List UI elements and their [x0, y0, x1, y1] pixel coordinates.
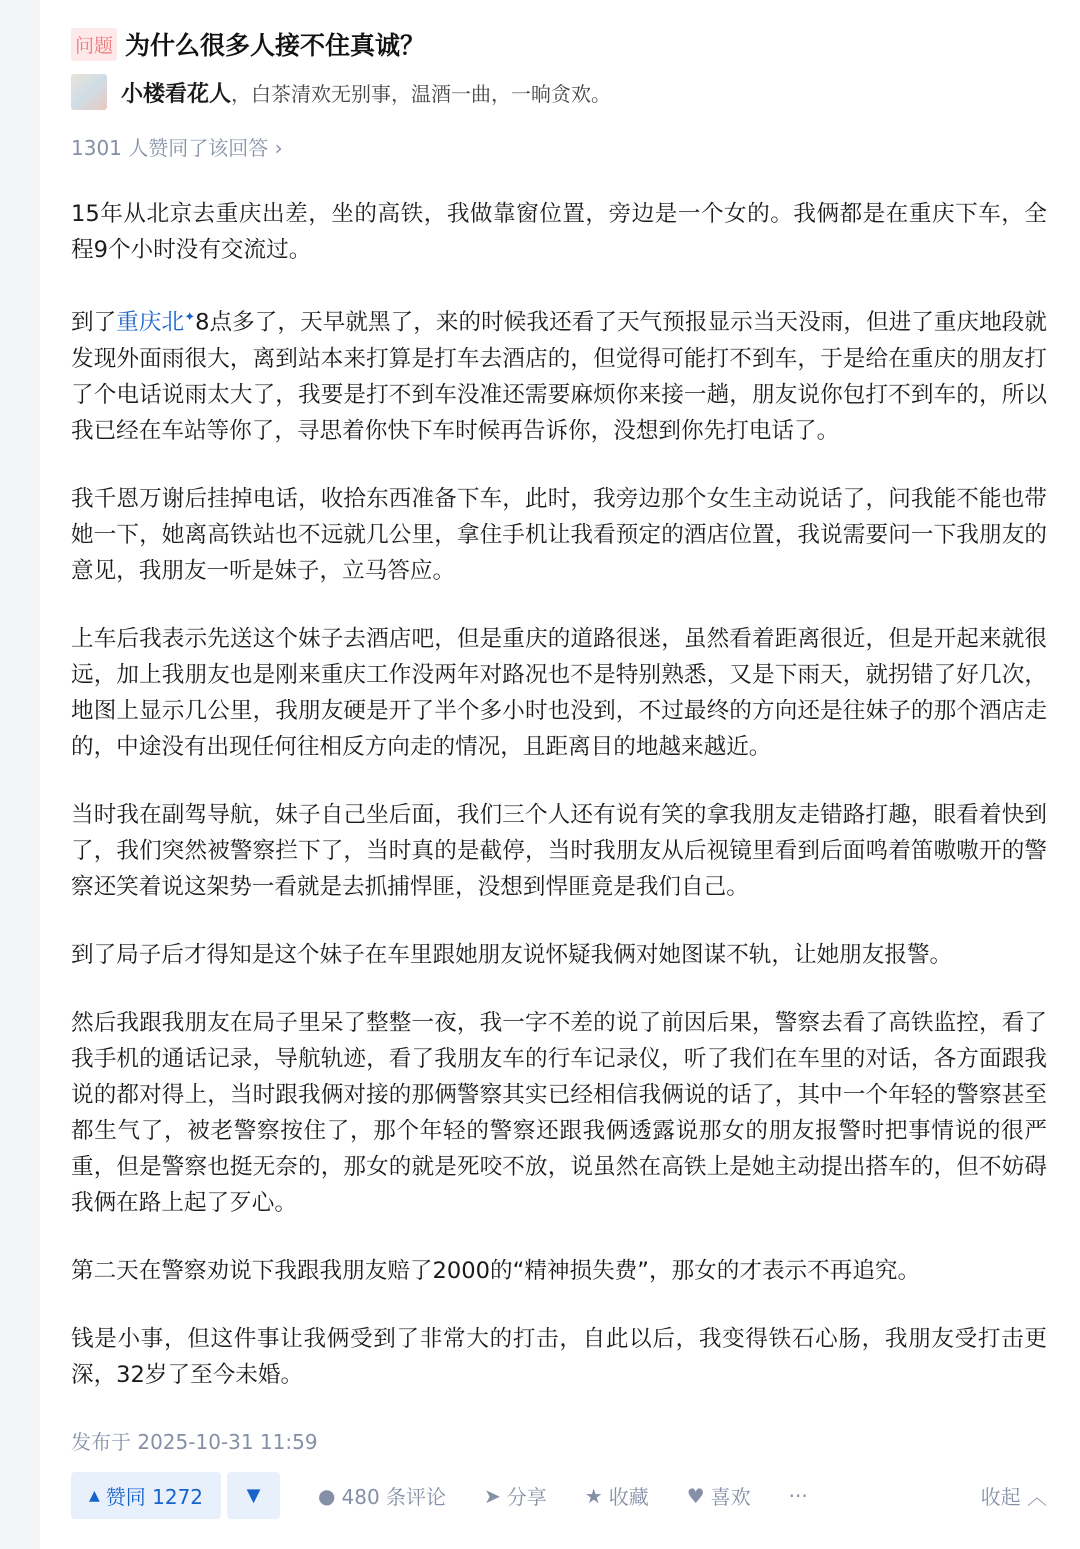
star-icon: ★: [584, 1483, 603, 1508]
downvote-button[interactable]: [227, 1472, 280, 1519]
paragraph: 我千恩万谢后挂掉电话，收拾东西准备下车，此时，我旁边那个女生主动说话了，问我能不能也带她一下，她离高铁站也不远就几公里，拿住手机让我看预定的酒店位置，我说需要问一下我朋友的意见，我朋友一听是妹子，立马答应。: [71, 485, 1047, 584]
paragraph: 然后我跟我朋友在局子里呆了整整一夜，我一字不差的说了前因后果，警察去看了高铁监控，看了我手机的通话记录，导航轨迹，看了我朋友车的行车记录仪，听了我们在车里的对话，各方面跟我说的都对得上，当时跟我俩对接的那俩警察其实已经相信我俩说的话了，其中一个年轻的警察甚至都生气了，被老警察按住了，那个年轻的警察还跟我俩透露说那女的朋友报警时把事情说的很严重，但是警察也挺无奈的，那女的就是死咬不放，说虽然在高铁上是她主动提出搭车的，但不妨碍我俩在路上起了歹心。: [71, 1009, 1047, 1216]
paragraph: 第二天在警察劝说下我跟我朋友赔了2000的“精神损失费”，那女的才表示不再追究。: [71, 1257, 921, 1284]
paragraph: 15年从北京去重庆出差，坐的高铁，我做靠窗位置，旁边是一个女的。我俩都是在重庆下车，全程9个小时没有交流过。: [71, 201, 1047, 263]
like-button[interactable]: [687, 1481, 751, 1510]
author-name[interactable]: 小楼看花人: [121, 81, 232, 107]
question-tag: 问题: [71, 28, 117, 61]
collapse-label: 收起: [980, 1485, 1021, 1509]
question-header: [71, 26, 425, 62]
triangle-down-icon: ▼: [246, 1485, 261, 1506]
question-title[interactable]: 为什么很多人接不住真诚？: [125, 31, 426, 60]
share-label: 分享: [506, 1485, 547, 1509]
text: 8点多了，天早就黑了，来的时候我还看了天气预报显示当天没雨，但进了重庆地段就发现外面雨很大，离到站本来打算是打车去酒店的，但觉得可能打不到车，于是给在重庆的朋友打了个电话说雨太大了，我要是打不到车没准还需要麻烦你来接一趟，朋友说你包打不到车的，所以我已经在车站等你了，寻思着你快下车时候再告诉你，没想到你先打电话了。: [71, 309, 1048, 444]
like-label: 喜欢: [710, 1485, 751, 1509]
avatar[interactable]: [71, 74, 107, 110]
answer-content: [71, 196, 1047, 1425]
sparkle-icon: ✦: [184, 310, 196, 325]
paragraph: 钱是小事，但这件事让我俩受到了非常大的打击，自此以后，我变得铁石心肠，我朋友受打击更深，32岁了至今未婚。: [71, 1325, 1047, 1388]
publish-date: 发布于 2025-10-31 11:59: [71, 1430, 318, 1454]
paragraph: [71, 300, 1047, 449]
upvote-label: 赞同 1272: [105, 1485, 204, 1509]
location-link[interactable]: 重庆北: [116, 309, 185, 336]
paragraph: 到了局子后才得知是这个妹子在车里跟她朋友说怀疑我俩对她图谋不轨，让她朋友报警。: [71, 941, 953, 968]
author-info: [71, 74, 611, 110]
chevron-up-icon: ︿: [1027, 1485, 1047, 1509]
comment-icon: ●: [318, 1483, 336, 1508]
upvote-count-link[interactable]: 1301 人赞同了该回答 ›: [71, 136, 283, 160]
more-icon: ···: [788, 1483, 808, 1508]
favorite-label: 收藏: [608, 1485, 649, 1509]
triangle-up-icon: ▲: [89, 1487, 100, 1504]
heart-icon: ♥: [686, 1483, 705, 1508]
left-gutter: [0, 0, 40, 1549]
collapse-button[interactable]: [981, 1481, 1047, 1510]
share-button[interactable]: [484, 1481, 547, 1510]
paragraph: 上车后我表示先送这个妹子去酒店吧，但是重庆的道路很迷，虽然看着距离很近，但是开起来就很远，加上我朋友也是刚来重庆工作没两年对路况也不是特别熟悉，又是下雨天，就拐错了好几次，地图上显示几公里，我朋友硬是开了半个多小时也没到，不过最终的方向还是往妹子的那个酒店走的，中途没有出现任何往相反方向走的情况，且距离目的地越来越近。: [71, 625, 1047, 760]
action-bar: [71, 1472, 1047, 1519]
upvote-button[interactable]: [71, 1472, 221, 1519]
more-button[interactable]: [789, 1484, 808, 1508]
paragraph: 当时我在副驾导航，妹子自己坐后面，我们三个人还有说有笑的拿我朋友走错路打趣，眼看着快到了，我们突然被警察拦下了，当时真的是截停，当时我朋友从后视镜里看到后面鸣着笛嗷嗷开的警察还笑着说这架势一看就是去抓捕悍匪，没想到悍匪竟是我们自己。: [71, 801, 1047, 900]
favorite-button[interactable]: [585, 1481, 649, 1510]
comments-label: 480 条评论: [341, 1485, 447, 1509]
author-bio: ，白茶清欢无别事，温酒一曲，一晌贪欢。: [231, 81, 612, 106]
paper-plane-icon: ➤: [484, 1483, 501, 1508]
comments-button[interactable]: [318, 1481, 446, 1510]
text: 到了: [71, 309, 117, 336]
